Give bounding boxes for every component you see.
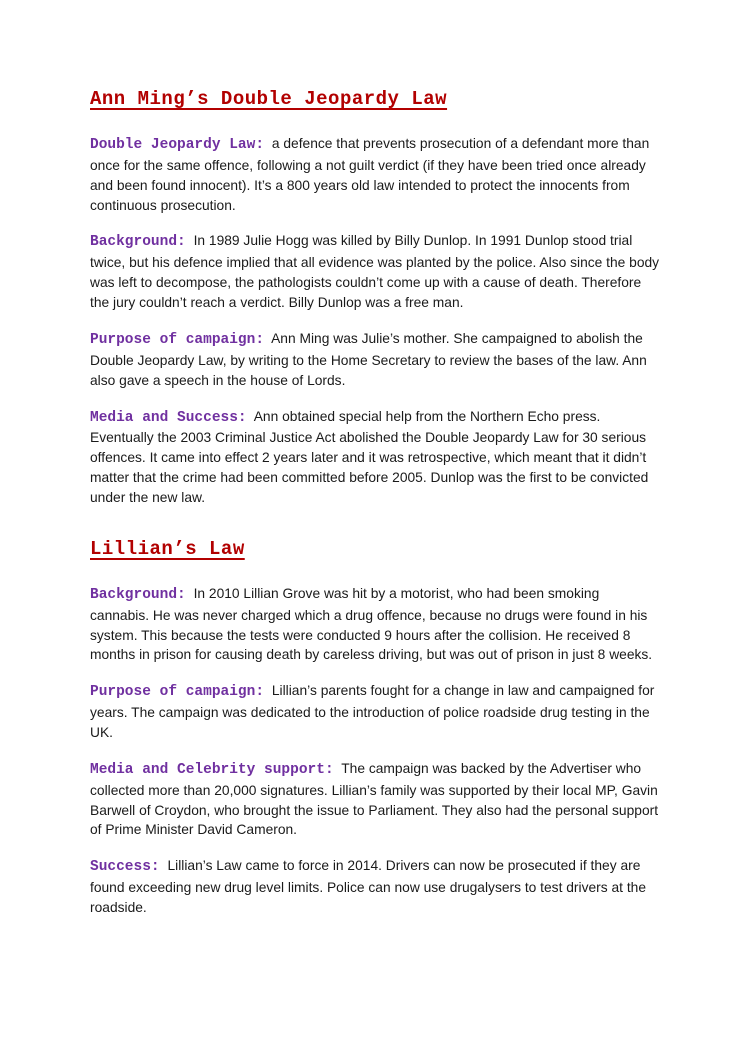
section-ann-ming	[90, 88, 660, 508]
paragraph	[90, 759, 660, 840]
paragraph-body: In 2010 Lillian Grove was hit by a motorist, who had been smoking cannabis. He was never charged which a drug offence, because no drugs were found in his system. This because the tests were conducted 9 hours after the collision. He received 8 months in prison for causing death by careless driving, but was out of prison in just 8 weeks.	[90, 585, 653, 663]
paragraph-heading: Purpose of campaign:	[90, 331, 265, 348]
section-title: Lillian’s Law	[90, 537, 245, 560]
paragraph	[90, 681, 660, 743]
paragraph	[90, 231, 660, 312]
paragraph-heading: Double Jeopardy Law:	[90, 137, 265, 153]
paragraph-heading: Purpose of campaign:	[90, 684, 265, 701]
paragraph	[90, 407, 660, 508]
paragraph-heading: Success:	[90, 859, 160, 876]
paragraph-heading: Background:	[90, 586, 186, 603]
section-title: Ann Ming’s Double Jeopardy Law	[90, 88, 448, 110]
paragraph-heading: Background:	[90, 234, 186, 251]
paragraph-body: Ann obtained special help from the Northern Echo press. Eventually the 2003 Criminal Justice Act abolished the Double Jeopardy Law for 30 serious offences. It came into effect 2 years later and it was retrospective, which meant that it didn’t matter that the crime had been committed before 2005. Dunlop was the first to be convicted under the new law.	[90, 408, 649, 505]
paragraph	[90, 584, 660, 665]
paragraph-body: a defence that prevents prosecution of a defendant more than once for the same offence, following a not guilt verdict (if they have been tried once already and been found innocent). It’s a 800 years old law intended to protect the innocents from continuous prosecution.	[90, 136, 650, 213]
paragraph-body: Ann Ming was Julie’s mother. She campaigned to abolish the Double Jeopardy Law, by writing to the Home Secretary to review the bases of the law. Ann also gave a speech in the house of Lords.	[90, 330, 647, 388]
paragraph	[90, 856, 660, 918]
paragraph	[90, 329, 660, 391]
paragraph-heading: Media and Success:	[90, 409, 247, 426]
paragraph	[90, 134, 660, 215]
section-lillian	[90, 538, 660, 918]
paragraph-body: Lillian’s Law came to force in 2014. Drivers can now be prosecuted if they are found exceeding new drug level limits. Police can now use drugalysers to test drivers at the roadside.	[90, 858, 646, 916]
paragraph-body: In 1989 Julie Hogg was killed by Billy Dunlop. In 1991 Dunlop stood trial twice, but his defence implied that all evidence was planted by the police. Also since the body was left to decompose, the pathologists couldn’t come up with a cause of death. Therefore the jury couldn’t reach a verdict. Billy Dunlop was a free man.	[90, 233, 660, 311]
paragraph-heading: Media and Celebrity support:	[90, 761, 334, 778]
paragraph-body: Lillian’s parents fought for a change in law and campaigned for years. The campaign was dedicated to the introduction of police roadside drug testing in the UK.	[90, 683, 655, 740]
paragraph-body: The campaign was backed by the Advertiser who collected more than 20,000 signatures. Lillian’s family was supported by their local MP, Gavin Barwell of Croydon, who brought the issue to Parliament. They also had the personal support of Prime Minister David Cameron.	[90, 760, 659, 838]
